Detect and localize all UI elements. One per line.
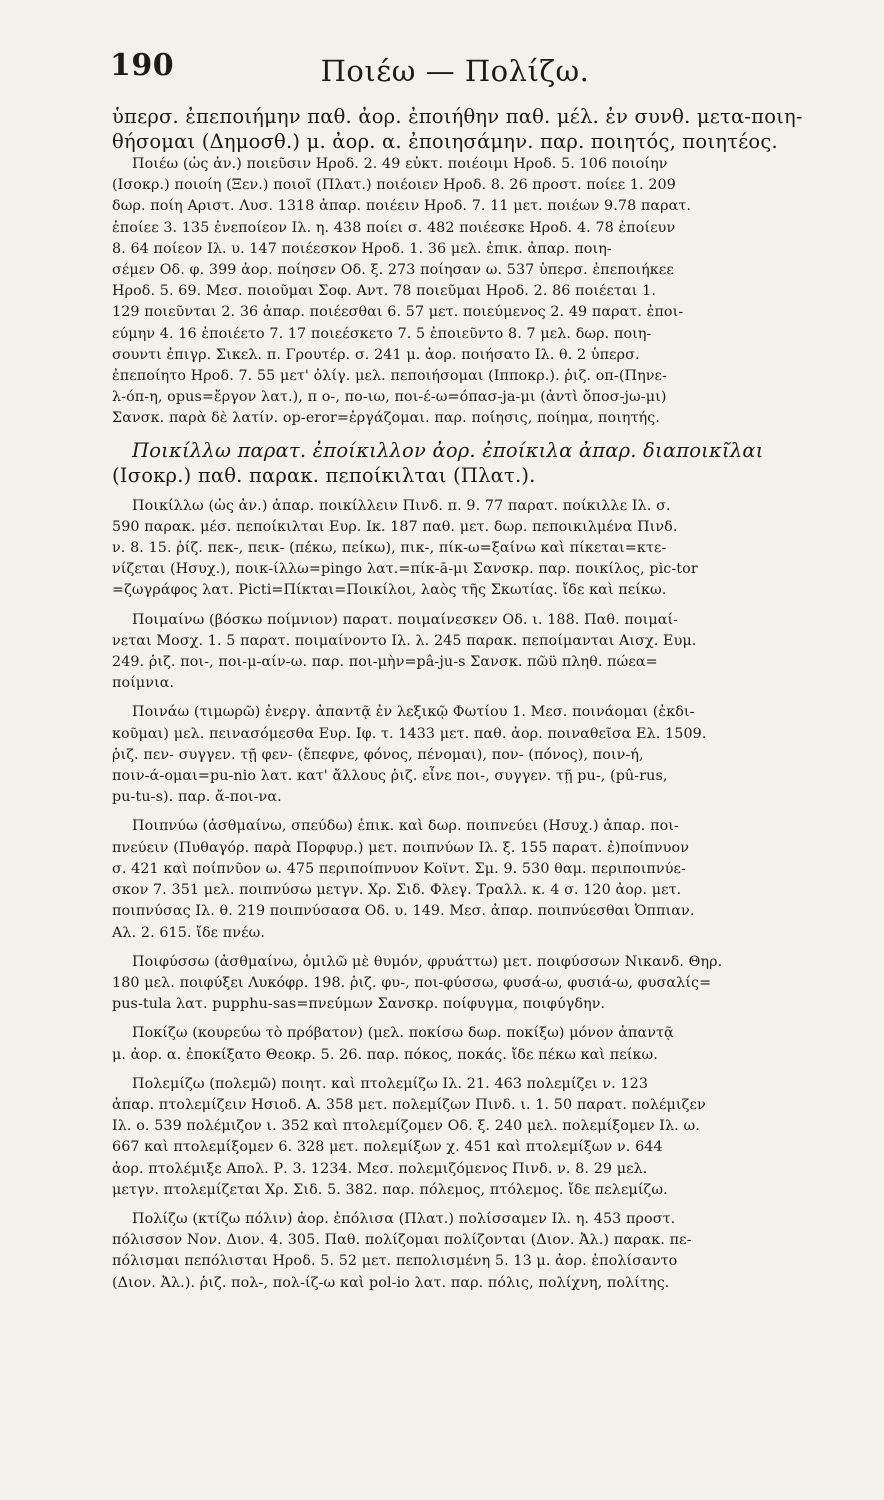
entry-line: 667 καὶ πτολεμίξομεν 6. 328 μετ. πολεμίξων χ. 451 καὶ πτολεμίξων ν. 644 — [112, 1139, 663, 1156]
entry-line: pus-tula λατ. pupphu-sas=πνεύμων Σανσκρ. ποίφυγμα, ποιφύγδην. — [112, 996, 606, 1013]
entry-line: πόλισσον Νον. Διον. 4. 305. Παθ. πολίζομαι πολίζονται (Διον. Ἀλ.) παρακ. πε- — [112, 1232, 692, 1249]
entry-line: 249. ῥιζ. ποι-, ποι-μ-αίν-ω. παρ. ποι-μὴν=pâ-ju-s Σανσκ. πῶϋ πληθ. πώεα= — [112, 654, 658, 671]
entry-line: =ζωγράφος λατ. Picti=Πίκται=Ποικίλοι, λαὸς τῆς Σκωτίας. ἴδε καὶ πείκω. — [112, 582, 667, 599]
entry-polizo — [112, 1209, 802, 1294]
entry-line: ὑπερσ. ἐπεποιήμην παθ. ἀορ. ἐποιήθην παθ. μέλ. ἐν συνθ. μετα-ποιη- — [112, 105, 803, 128]
running-title: Ποιέω — Πολίζω. — [320, 54, 590, 88]
entry-line: ποίμνια. — [112, 675, 175, 692]
entry-line: Ποινάω (τιμωρῶ) ἐνεργ. ἀπαντᾷ ἐν λεξικῷ Φωτίου 1. Μεσ. ποινάομαι (ἐκδι- — [132, 704, 695, 721]
entry-poikillo-lemma — [112, 438, 802, 488]
entry-line: Ποιφύσσω (ἀσθμαίνω, ὁμιλῶ μὲ θυμόν, φρυάττω) μετ. ποιφύσσων Νικανδ. Θηρ. — [132, 953, 723, 970]
entry-line: μετγν. πτολεμίζεται Χρ. Σιδ. 5. 382. παρ. πόλεμος, πτόλεμος. ἴδε πελεμίζω. — [112, 1181, 668, 1198]
page-header — [110, 48, 800, 98]
entry-pokizo — [112, 1023, 802, 1065]
entry-line: Ποιέω (ὡς ἀν.) ποιεῦσιν Ηροδ. 2. 49 εὐκτ. ποιέοιμι Ηροδ. 5. 106 ποιοίην — [132, 156, 668, 172]
entry-line: ἀορ. πτολέμιξε Απολ. Ρ. 3. 1234. Μεσ. πολεμιζόμενος Πινδ. ν. 8. 29 μελ. — [112, 1160, 648, 1177]
entry-line: 129 ποιεῦνται 2. 36 ἀπαρ. ποιέεσθαι 6. 57 μετ. ποιεύμενος 2. 49 παρατ. ἐποι- — [112, 304, 684, 321]
entry-line: μ. ἀορ. α. ἐποκίξατο Θεοκρ. 5. 26. παρ. πόκος, ποκάς. ἴδε πέκω καὶ πείκω. — [112, 1046, 658, 1063]
entry-line: 8. 64 ποίεον Ιλ. υ. 147 ποιέεσκον Ηροδ. 1. 36 μελ. ἐπικ. ἀπαρ. ποιη- — [112, 240, 612, 257]
page-number: 190 — [110, 48, 175, 83]
entry-line: Πολεμίζω (πολεμῶ) ποιητ. καὶ πτολεμίζω Ιλ. 21. 463 πολεμίζει ν. 123 — [132, 1075, 649, 1092]
entry-line: κοῦμαι) μελ. πεινασόμεσθα Ευρ. Ιφ. τ. 1433 μετ. παθ. ἀορ. ποιναθεῖσα Ελ. 1509. — [112, 725, 707, 742]
entry-line: Ηροδ. 5. 69. Μεσ. ποιοῦμαι Σοφ. Αντ. 78 ποιεῦμαι Ηροδ. 2. 86 ποιέεται 1. — [112, 283, 656, 300]
entry-line: Ποικίλλω (ὡς ἀν.) ἀπαρ. ποικίλλειν Πινδ. π. 9. 77 παρατ. ποίκιλλε Ιλ. σ. — [132, 497, 671, 514]
entry-line: σουντι ἐπιγρ. Σικελ. π. Γρουτέρ. σ. 241 μ. ἀορ. ποιήσατο Ιλ. θ. 2 ὑπερσ. — [112, 346, 640, 363]
entry-line: pu-tu-s). παρ. ἄ-ποι-να. — [112, 789, 282, 806]
entry-line: νεται Μοσχ. 1. 5 παρατ. ποιμαίνοντο Ιλ. λ. 245 παρακ. πεποίμανται Αισχ. Ευμ. — [112, 632, 697, 649]
entry-polemizo — [112, 1074, 802, 1201]
entry-line: Αλ. 2. 615. ἴδε πνέω. — [112, 924, 265, 941]
entry-line: Ποιμαίνω (βόσκω ποίμνιον) παρατ. ποιμαίνεσκεν Οδ. ι. 188. Παθ. ποιμαί- — [132, 611, 679, 628]
entry-line: ἀπαρ. πτολεμίζειν Ησιοδ. Α. 358 μετ. πολεμίζων Πινδ. ι. 1. 50 παρατ. πολέμιζεν — [112, 1096, 706, 1113]
entry-line: πνεύειν (Πυθαγόρ. παρὰ Πορφυρ.) μετ. ποιπνύων Ιλ. ξ. 155 παρατ. ἐ)ποίπνυον — [112, 839, 690, 856]
entry-poikillo — [112, 496, 802, 602]
entry-line: ν. 8. 15. ῥίζ. πεκ-, πεικ- (πέκω, πείκω), πικ-, πίκ-ω=ξαίνω καὶ πίκεται=κτε- — [112, 540, 667, 557]
dictionary-body — [112, 104, 802, 1302]
entry-line: σκον 7. 351 μελ. ποιπνύσω μετγν. Χρ. Σιδ. Φλεγ. Τραλλ. κ. 4 σ. 120 ἀορ. μετ. — [112, 882, 682, 899]
entry-line: σ. 421 καὶ ποίπνῦον ω. 475 περιποίπνυον Κοϊντ. Σμ. 9. 530 θαμ. περιποιπνύε- — [112, 860, 686, 877]
entry-line: Ιλ. ο. 539 πολέμιζον ι. 352 καὶ πτολεμίζομεν Οδ. ξ. 240 μελ. πολεμίξομεν Ιλ. ω. — [112, 1118, 700, 1135]
entry-line: Πολίζω (κτίζω πόλιν) ἀορ. ἐπόλισα (Πλατ.) πολίσσαμεν Ιλ. η. 453 προστ. — [132, 1210, 676, 1227]
entry-line: ποιν-ά-ομαι=pu-nio λατ. κατ' ἄλλους ῥιζ. εἶνε ποι-, συγγεν. τῇ pu-, (pû-rus, — [112, 768, 668, 785]
entry-line: ποιπνύσας Ιλ. θ. 219 ποιπνύσασα Οδ. υ. 149. Μεσ. ἀπαρ. ποιπνύεσθαι Ὀππιαν. — [112, 903, 695, 920]
entry-line: νίζεται (Ησυχ.), ποικ-ίλλω=pingo λατ.=πίκ-ā-μι Σανσκρ. παρ. ποικίλος, pic-tor — [112, 561, 698, 578]
entry-line: ἐπεποίητο Ηροδ. 7. 55 μετ' ὀλίγ. μελ. πεποιήσομαι (Ιπποκρ.). ῥιζ. οπ-(Πηνε- — [112, 368, 667, 385]
entry-line: (Ισοκρ.) παθ. παρακ. πεποίκιλται (Πλατ.). — [112, 463, 536, 487]
entry-poipnyo — [112, 816, 802, 943]
entry-line: (Διον. Ἀλ.). ῥιζ. πολ-, πολ-ίζ-ω καὶ pol-io λατ. παρ. πόλις, πολίχνη, πολίτης. — [112, 1274, 670, 1291]
entry-poieo-cont — [112, 104, 802, 430]
entry-line: Σανσκ. παρὰ δὲ λατίν. op-eror=ἐργάζομαι. παρ. ποίησις, ποίημα, ποιητής. — [112, 410, 661, 427]
entry-poinao — [112, 702, 802, 808]
entry-line: πόλισμαι πεπόλισται Ηροδ. 5. 52 μετ. πεπολισμένη 5. 13 μ. ἀορ. ἐπολίσαντο — [112, 1253, 678, 1270]
entry-line: Ποιπνύω (ἀσθμαίνω, σπεύδω) ἐπικ. καὶ δωρ. ποιπνεύει (Ησυχ.) ἀπαρ. ποι- — [132, 818, 679, 835]
entry-line: ἐποίεε 3. 135 ἐνεποίεον Ιλ. η. 438 ποίει σ. 482 ποιέεσκε Ηροδ. 4. 78 ἐποίευν — [112, 219, 676, 236]
entry-line: σέμεν Οδ. φ. 399 ἀορ. ποίησεν Οδ. ξ. 273 ποίησαν ω. 537 ὑπερσ. ἐπεποιήκεε — [112, 262, 674, 279]
entry-line: 590 παρακ. μέσ. πεποίκιλται Ευρ. Ικ. 187 παθ. μετ. δωρ. πεποικιλμένα Πινδ. — [112, 518, 678, 535]
entry-line: Ποικίλλω παρατ. ἐποίκιλλον ἀορ. ἐποίκιλα ἀπαρ. διαποικῖλαι — [132, 438, 764, 462]
entry-line: ῥιζ. πεν- συγγεν. τῇ φεν- (ἔπεφνε, φόνος, πένομαι), πον- (πόνος), ποιν-ή, — [112, 746, 644, 763]
entry-line: θήσομαι (Δημοσθ.) μ. ἀορ. α. ἐποιησάμην. παρ. ποιητός, ποιητέος. — [112, 130, 778, 153]
entry-poiphysso — [112, 952, 802, 1016]
entry-line: Ποκίζω (κουρεύω τὸ πρόβατον) (μελ. ποκίσω δωρ. ποκίξω) μόνον ἀπαντᾷ — [132, 1025, 674, 1042]
entry-poimaino — [112, 610, 802, 695]
entry-line: δωρ. ποίη Αριστ. Λυσ. 1318 ἀπαρ. ποιέειν Ηροδ. 7. 11 μετ. ποιέων 9.78 παρατ. — [112, 198, 692, 215]
entry-line: λ-όπ-η, opus=ἔργον λατ.), π ο-, πο-ιω, ποι-έ-ω=όπασ-ja-μι (ἀντὶ ὄποσ-jω-μι) — [112, 389, 667, 406]
entry-line: εύμην 4. 16 ἐποιέετο 7. 17 ποιεέσκετο 7. 5 ἐποιεῦντο 8. 7 μελ. δωρ. ποιη- — [112, 325, 652, 342]
entry-line: (Ισοκρ.) ποιοίη (Ξεν.) ποιοῖ (Πλατ.) ποιέοιεν Ηροδ. 8. 26 προστ. ποίεε 1. 209 — [112, 177, 676, 194]
entry-line: 180 μελ. ποιφύξει Λυκόφρ. 198. ῥιζ. φυ-, ποι-φύσσω, φυσά-ω, φυσιά-ω, φυσαλίς= — [112, 974, 712, 991]
